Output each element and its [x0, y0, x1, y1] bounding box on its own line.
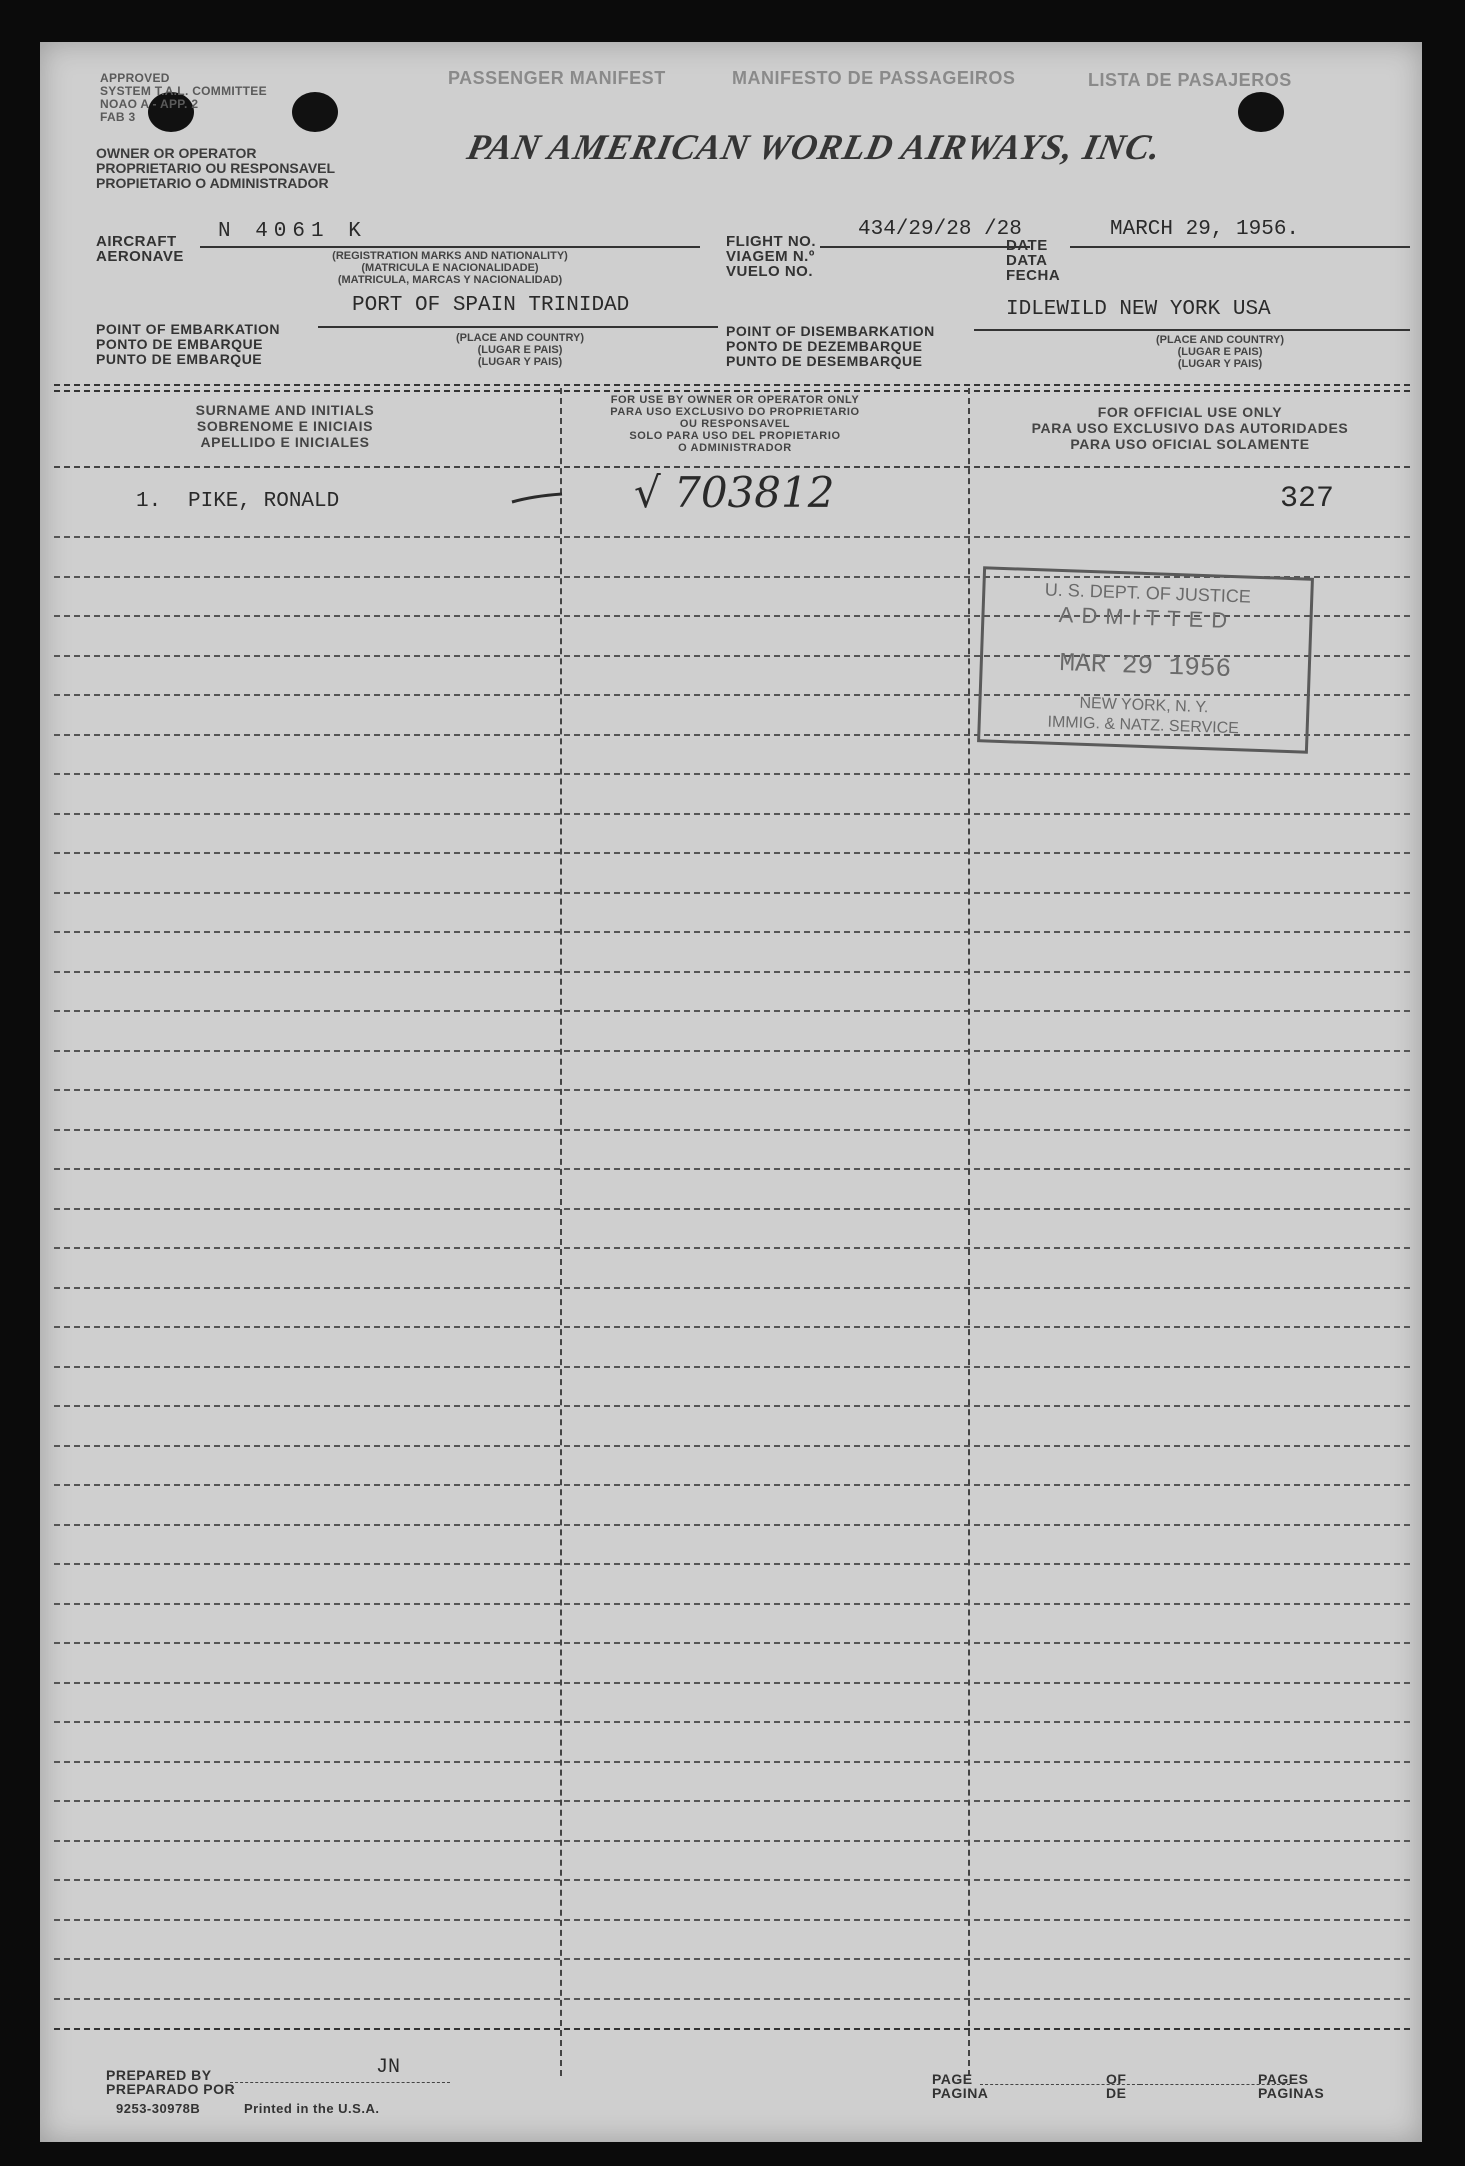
flight-value: 434/29/28 /28 — [858, 218, 1022, 241]
row-rule — [54, 773, 1410, 775]
row-rule — [54, 1484, 1410, 1486]
row-rule — [54, 1919, 1410, 1921]
row-rule — [54, 1958, 1410, 1960]
row-rule — [54, 536, 1410, 538]
row-rule — [54, 813, 1410, 815]
row-rule — [54, 931, 1410, 933]
row-rule — [54, 1524, 1410, 1526]
row-rule — [54, 1366, 1410, 1368]
row-rule — [54, 1405, 1410, 1407]
row-rule — [54, 1247, 1410, 1249]
punch-hole — [1238, 92, 1284, 132]
manifest-title-es: LISTA DE PASAJEROS — [1088, 70, 1292, 90]
disembarkation-sublabels: (PLACE AND COUNTRY) (LUGAR E PAIS) (LUGAR Y PAIS) — [1155, 334, 1285, 370]
official-note: 327 — [1280, 482, 1335, 516]
date-label: DATE DATA FECHA — [1006, 237, 1061, 284]
embarkation-value: PORT OF SPAIN TRINIDAD — [352, 294, 630, 317]
table-top-line — [54, 390, 1410, 392]
printed-note: Printed in the U.S.A. — [244, 2101, 380, 2116]
embarkation-label: POINT OF EMBARKATION PONTO DE EMBARQUE PUNTO DE EMBARQUE — [96, 321, 280, 367]
prepared-value: JN — [376, 2056, 401, 2079]
date-value: MARCH 29, 1956. — [1110, 218, 1300, 241]
row-rule — [54, 1168, 1410, 1170]
table-top-line — [54, 384, 1410, 386]
column-divider — [968, 388, 970, 2076]
row-rule — [54, 1721, 1410, 1723]
airline-name: PAN AMERICAN WORLD AIRWAYS, INC. — [463, 127, 1166, 167]
disembarkation-line — [974, 329, 1410, 331]
passenger-number: 1. — [136, 490, 162, 513]
owner-labels: OWNER OR OPERATOR PROPRIETARIO OU RESPONSAVEL PROPIETARIO O ADMINISTRADOR — [96, 145, 336, 191]
row-rule — [54, 852, 1410, 854]
column-header-owner-use: FOR USE BY OWNER OR OPERATOR ONLY PARA USO EXCLUSIVO DO PROPRIETARIO OU RESPONSAVEL SOLO PARA USO DEL PROPIETARIO O ADMINISTRADOR — [610, 394, 860, 454]
row-rule — [54, 892, 1410, 894]
row-rule — [54, 1879, 1410, 1881]
flight-label: FLIGHT NO. VIAGEM N.º VUELO NO. — [726, 233, 816, 280]
row-rule — [54, 1050, 1410, 1052]
prepared-by-label: PREPARED BY PREPARADO POR — [106, 2067, 236, 2097]
row-rule — [54, 1129, 1410, 1131]
owner-note: √ 703812 — [634, 468, 835, 517]
disembarkation-label: POINT OF DISEMBARKATION PONTO DE DEZEMBARQUE PUNTO DE DESEMBARQUE — [726, 323, 935, 369]
manifest-page — [40, 42, 1422, 2142]
aircraft-label: AIRCRAFT AERONAVE — [96, 233, 184, 265]
row-rule — [54, 1682, 1410, 1684]
row-rule — [54, 1563, 1410, 1565]
embarkation-line — [318, 326, 718, 328]
row-rule — [54, 1089, 1410, 1091]
column-header-official-use: FOR OFFICIAL USE ONLY PARA USO EXCLUSIVO DAS AUTORIDADES PARA USO OFICIAL SOLAMENTE — [1031, 404, 1349, 452]
row-rule — [54, 1761, 1410, 1763]
row-rule — [54, 1840, 1410, 1842]
aircraft-sublabels: (REGISTRATION MARKS AND NATIONALITY) (MATRICULA E NACIONALIDADE) (MATRICULA, MARCAS Y NACIONALIDAD) — [332, 250, 568, 286]
row-rule — [54, 971, 1410, 973]
row-rule — [54, 1800, 1410, 1802]
check-mark-icon — [508, 482, 568, 512]
flight-line — [820, 246, 1030, 248]
row-rule — [54, 1010, 1410, 1012]
embarkation-sublabels: (PLACE AND COUNTRY) (LUGAR E PAIS) (LUGAR Y PAIS) — [455, 332, 585, 368]
punch-hole — [292, 92, 338, 132]
page-label: PAGE PAGINA — [932, 2071, 989, 2101]
row-rule — [54, 1603, 1410, 1605]
aircraft-line — [200, 246, 700, 248]
column-header-surname: SURNAME AND INITIALS SOBRENOME E INICIAIS APELLIDO E INICIALES — [195, 402, 375, 450]
manifest-title-pt: MANIFESTO DE PASSAGEIROS — [732, 68, 1016, 88]
row-rule — [54, 1208, 1410, 1210]
pages-label: PAGES PAGINAS — [1258, 2071, 1325, 2101]
prepared-line — [230, 2082, 450, 2083]
row-rule — [54, 1287, 1410, 1289]
aircraft-value: N 4061 K — [218, 220, 367, 243]
row-rule — [54, 1445, 1410, 1447]
row-rule — [54, 1998, 1410, 2000]
column-divider — [560, 388, 562, 2076]
of-label: OF DE — [1106, 2071, 1127, 2101]
passenger-name: PIKE, RONALD — [188, 490, 340, 513]
approval-block: APPROVED SYSTEM T.A.L. COMMITTEE NOAO A - APP. 2 FAB 3 — [100, 71, 267, 124]
disembarkation-value: IDLEWILD NEW YORK USA — [1006, 298, 1271, 321]
row-rule — [54, 1326, 1410, 1328]
date-line — [1070, 246, 1410, 248]
row-rule — [54, 1642, 1410, 1644]
manifest-title-en: PASSENGER MANIFEST — [448, 68, 666, 88]
immigration-stamp: U. S. DEPT. OF JUSTICE ADMITTED MAR 29 1956 NEW YORK, N. Y. IMMIG. & NATZ. SERVICE — [977, 566, 1314, 753]
form-number: 9253-30978B — [116, 2101, 201, 2116]
footer-line — [54, 2028, 1410, 2030]
